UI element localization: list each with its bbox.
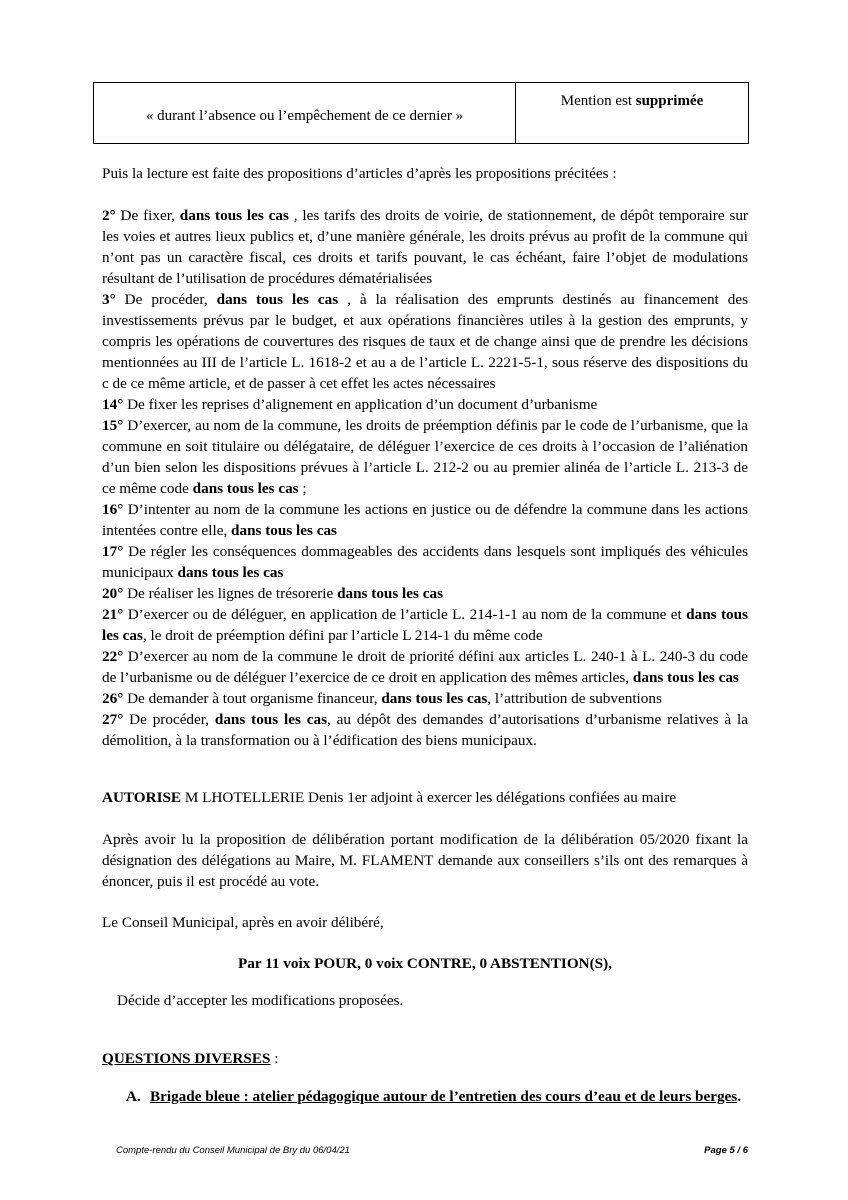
questions-colon: : — [270, 1050, 279, 1067]
list-item — [102, 289, 748, 394]
item-text: De demander à tout organisme financeur, — [123, 690, 382, 707]
item-text-end: , l’attribution de subventions — [487, 690, 662, 707]
list-item — [102, 604, 748, 646]
item-bold: dans tous les cas — [381, 690, 488, 707]
item-text: De procéder, — [123, 711, 215, 728]
section-a-dot: . — [737, 1088, 741, 1105]
item-number: 16° — [102, 501, 124, 518]
item-number: 2° — [102, 207, 116, 224]
item-text: De fixer les reprises d’alignement en application d’un document d’urbanisme — [123, 396, 598, 413]
item-text-end: ; — [298, 480, 307, 497]
table-change-prefix: Mention est — [560, 93, 636, 109]
questions-title: QUESTIONS DIVERSES — [102, 1050, 271, 1067]
item-bold: dans tous les cas — [192, 480, 299, 497]
intro-paragraph: Puis la lecture est faite des propositions d’articles d’après les propositions précitées : — [102, 165, 617, 182]
autorise-paragraph — [102, 787, 748, 808]
decision-paragraph: Décide d’accepter les modifications proposées. — [117, 992, 404, 1009]
footer-page-number: Page 5 / 6 — [704, 1145, 748, 1156]
item-number: 22° — [102, 648, 124, 665]
table-cell-change — [516, 83, 748, 143]
item-number: 27° — [102, 711, 124, 728]
item-text: De régler les conséquences dommageables des accidents dans lesquels sont impliqués des véhicules municipaux — [102, 543, 748, 581]
footer-document-title: Compte-rendu du Conseil Municipal de Bry du 06/04/21 — [116, 1145, 350, 1156]
item-text: De réaliser les lignes de trésorerie — [123, 585, 338, 602]
item-text-end: , au dépôt des demandes d’autorisations d’urbanisme relatives à la démolition, à la transformation ou à l’édification des biens municipaux. — [102, 711, 748, 749]
item-bold: dans tous les cas — [632, 669, 739, 686]
item-text: D’exercer ou de déléguer, en application de l’article L. 214-1-1 au nom de la commune et — [123, 606, 687, 623]
questions-heading — [102, 1048, 748, 1069]
table-change-bold: supprimée — [635, 93, 704, 109]
section-a-title: Brigade bleue : atelier pédagogique autour de l’entretien des cours d’eau et de leurs berges — [150, 1088, 738, 1105]
vote-result-text: Par 11 voix POUR, 0 voix CONTRE, 0 ABSTENTION(S), — [238, 955, 612, 972]
item-number: 21° — [102, 606, 124, 623]
conseil-paragraph: Le Conseil Municipal, après en avoir délibéré, — [102, 914, 384, 931]
table-change-text — [561, 93, 704, 143]
item-number: 17° — [102, 543, 124, 560]
list-item — [102, 688, 748, 709]
item-number: 26° — [102, 690, 124, 707]
list-item — [102, 415, 748, 499]
list-item — [102, 646, 748, 688]
section-a-heading — [126, 1086, 748, 1107]
list-item — [102, 709, 748, 751]
item-bold: dans tous les cas — [102, 606, 749, 644]
vote-intro-paragraph: Après avoir lu la proposition de délibération portant modification de la délibération 05/2020 fixant la désignation des délégations au Maire, M. FLAMENT demande aux conseillers s’ils ont des remarques à énoncer, puis il est procédé au vote. — [102, 831, 748, 890]
item-text: D’exercer au nom de la commune le droit de priorité défini aux articles L. 240-1 à L. 240-3 du code de l’urbanisme ou de déléguer l’exercice de ce droit en application des mêmes articles, — [102, 648, 748, 686]
list-item — [102, 205, 748, 289]
autorise-text: M LHOTELLERIE Denis 1er adjoint à exercer les délégations confiées au maire — [181, 789, 677, 806]
item-text-end: , le droit de préemption défini par l’article L 214-1 du même code — [142, 627, 543, 644]
item-number: 3° — [102, 291, 116, 308]
item-bold: dans tous les cas — [177, 564, 284, 581]
autorise-keyword: AUTORISE — [102, 789, 182, 806]
item-number: 20° — [102, 585, 124, 602]
table-cell-original — [94, 83, 516, 143]
table-original-text: « durant l’absence ou l’empêchement de ce dernier » — [145, 107, 464, 124]
list-item — [102, 583, 748, 604]
section-a-title-wrap — [150, 1086, 748, 1107]
item-text: De fixer, — [115, 207, 180, 224]
vote-result — [102, 953, 748, 974]
page-footer — [116, 1145, 748, 1156]
item-bold: dans tous les cas — [214, 711, 328, 728]
list-item — [102, 499, 748, 541]
list-item — [102, 541, 748, 583]
item-text-end: , à la réalisation des emprunts destinés au financement des investissements prévus par le budget, et aux opérations financières utiles à la gestion des emprunts, y compris les opérations de couvertures des risques de taux et de change ainsi que de prendre les décisions mentionnées au III de l’article L. 1618-2 et au a de l’article L. 2221-5-1, sous réserve des dispositions du c de ce même article, et de passer à cet effet les actes nécessaires — [102, 291, 748, 392]
item-number: 14° — [102, 396, 124, 413]
delegation-list — [102, 205, 748, 751]
item-bold: dans tous les cas — [179, 207, 289, 224]
item-text: D’intenter au nom de la commune les actions en justice ou de défendre la commune dans les actions intentées contre elle, — [102, 501, 748, 539]
item-bold: dans tous les cas — [216, 291, 339, 308]
item-number: 15° — [102, 417, 124, 434]
list-item — [102, 394, 748, 415]
item-text-end: , les tarifs des droits de voirie, de stationnement, de dépôt temporaire sur les voies et autres lieux publics et, d’une manière générale, les droits prévus au profit de la commune qui n’ont pas un caractère fiscal, ces droits et tarifs pouvant, le cas échéant, faire l’objet de modulations résultant de l’utilisation de procédures dématérialisées — [102, 207, 748, 287]
item-bold: dans tous les cas — [337, 585, 443, 602]
item-text: De procéder, — [115, 291, 217, 308]
section-a-letter: A. — [126, 1088, 141, 1105]
item-text: D’exercer, au nom de la commune, les droits de préemption définis par le code de l’urbanisme, que la commune en soit titulaire ou délégataire, de déléguer l’exercice de ces droits à l’occasion de l’aliénation d’un bien selon les dispositions prévues à l’article L. 212-2 ou au premier alinéa de l’article L. 213-3 de ce même code — [102, 417, 748, 497]
item-bold: dans tous les cas — [231, 522, 337, 539]
modification-table — [93, 82, 749, 144]
